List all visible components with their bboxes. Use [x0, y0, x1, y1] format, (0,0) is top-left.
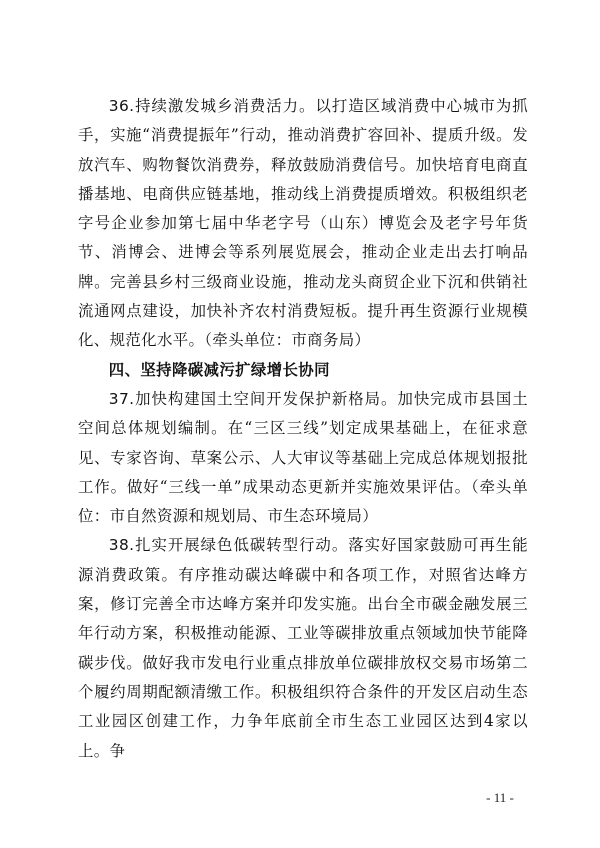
section-heading: 四、坚持降碳减污扩绿增长协同: [108, 360, 330, 379]
page-number: - 11 -: [486, 790, 514, 805]
paragraph-38: [78, 531, 528, 765]
document-body: [78, 92, 528, 766]
paragraph-37-lead: 37.加快构建国土空间开发保护新格局。: [108, 389, 398, 408]
paragraph-38-body: 落实好国家鼓励可再生能源消费政策。有序推动碳达峰碳中和各项工作，对照省达峰方案，修订完善全市达峰方案并印发实施。出台全市碳金融发展三年行动方案，积极推动能源、工业等碳排放重点领域加快节能降碳步伐。做好我市发电行业重点排放单位碳排放权交易市场第二个履约周期配额清缴工作。积极组织符合条件的开发区启动生态工业园区创建工作，力争年底前全市生态工业园区达到4家以上。争: [78, 536, 528, 760]
paragraph-36-body: 以打造区域消费中心城市为抓手，实施“消费提振年”行动，推动消费扩容回补、提质升级。发放汽车、购物餐饮消费券，释放鼓励消费信号。加快培育电商直播基地、电商供应链基地，推动线上消费提质增效。积极组织老字号企业参加第七届中华老字号（山东）博览会及老字号年货节、消博会、进博会等系列展览展会，推动企业走出去打响品牌。完善县乡村三级商业设施，推动龙头商贸企业下沉和供销社流通网点建设，加快补齐农村消费短板。提升再生资源行业规模化、规范化水平。（牵头单位：市商务局）: [78, 97, 529, 350]
paragraph-37: [78, 385, 528, 531]
paragraph-38-lead: 38.扎实开展绿色低碳转型行动。: [108, 536, 349, 555]
paragraph-36-lead: 36.持续激发城乡消费活力。: [108, 97, 316, 115]
paragraph-37-body: 加快完成市县国土空间总体规划编制。在“三区三线”划定成果基础上，在征求意见、专家咨询、草案公示、人大审议等基础上完成总体规划报批工作。做好“三线一单”成果动态更新并实施效果评估。（牵头单位：市自然资源和规划局、市生态环境局）: [78, 389, 529, 526]
paragraph-36: [78, 92, 528, 356]
